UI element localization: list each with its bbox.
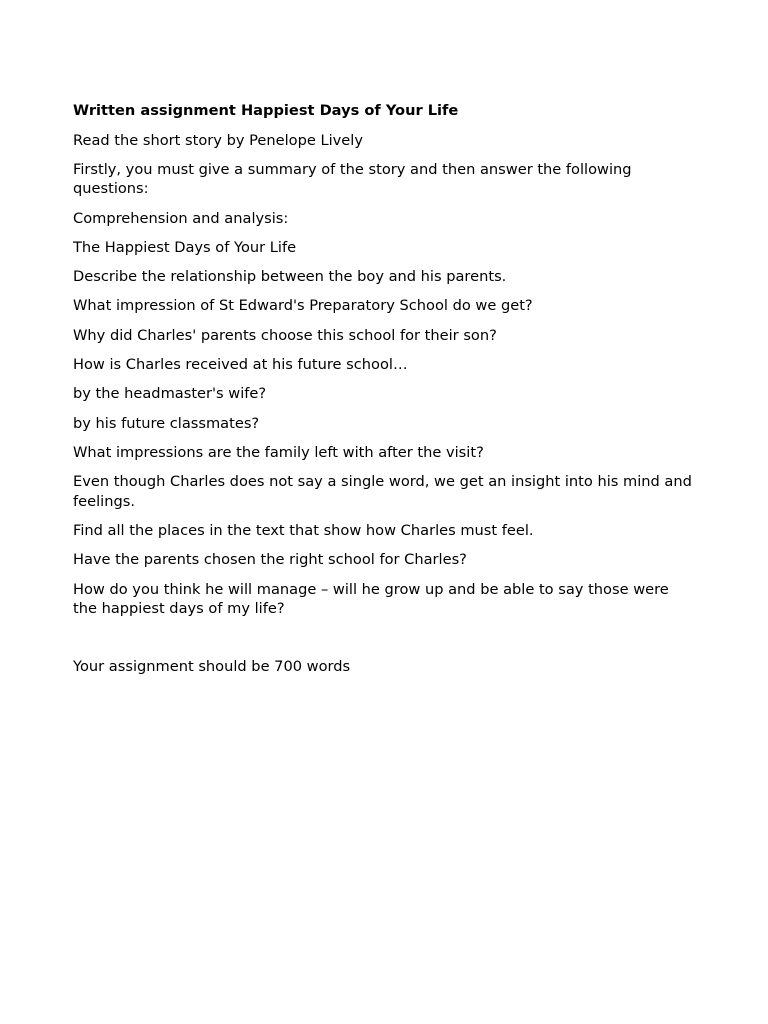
question-4b: by his future classmates? bbox=[73, 414, 260, 432]
question-2: What impression of St Edward's Preparatory School do we get? bbox=[73, 297, 533, 315]
word-count-note: Your assignment should be 700 words bbox=[73, 658, 351, 676]
paragraph-intro: Read the short story by Penelope Lively bbox=[73, 131, 363, 149]
blank-line bbox=[73, 628, 693, 657]
question-1: Describe the relationship between the boy and his parents. bbox=[73, 268, 507, 286]
question-3: Why did Charles' parents choose this school for their son? bbox=[73, 326, 497, 344]
question-7: Find all the places in the text that show how Charles must feel. bbox=[73, 522, 534, 540]
question-8: Have the parents chosen the right school for Charles? bbox=[73, 551, 467, 569]
question-4: How is Charles received at his future school… bbox=[73, 356, 408, 374]
question-9: How do you think he will manage – will he grow up and be able to say those were the happiest days of my life? bbox=[73, 580, 669, 618]
question-6: Even though Charles does not say a single word, we get an insight into his mind and feelings. bbox=[73, 473, 692, 510]
document-title: Written assignment Happiest Days of Your Life bbox=[73, 102, 459, 119]
document-page bbox=[73, 101, 693, 687]
section-heading: Comprehension and analysis: bbox=[73, 209, 289, 227]
paragraph-instructions: Firstly, you must give a summary of the story and then answer the following questions: bbox=[73, 160, 632, 198]
story-title: The Happiest Days of Your Life bbox=[73, 238, 297, 256]
question-5: What impressions are the family left with after the visit? bbox=[73, 443, 484, 461]
question-4a: by the headmaster's wife? bbox=[73, 385, 267, 403]
